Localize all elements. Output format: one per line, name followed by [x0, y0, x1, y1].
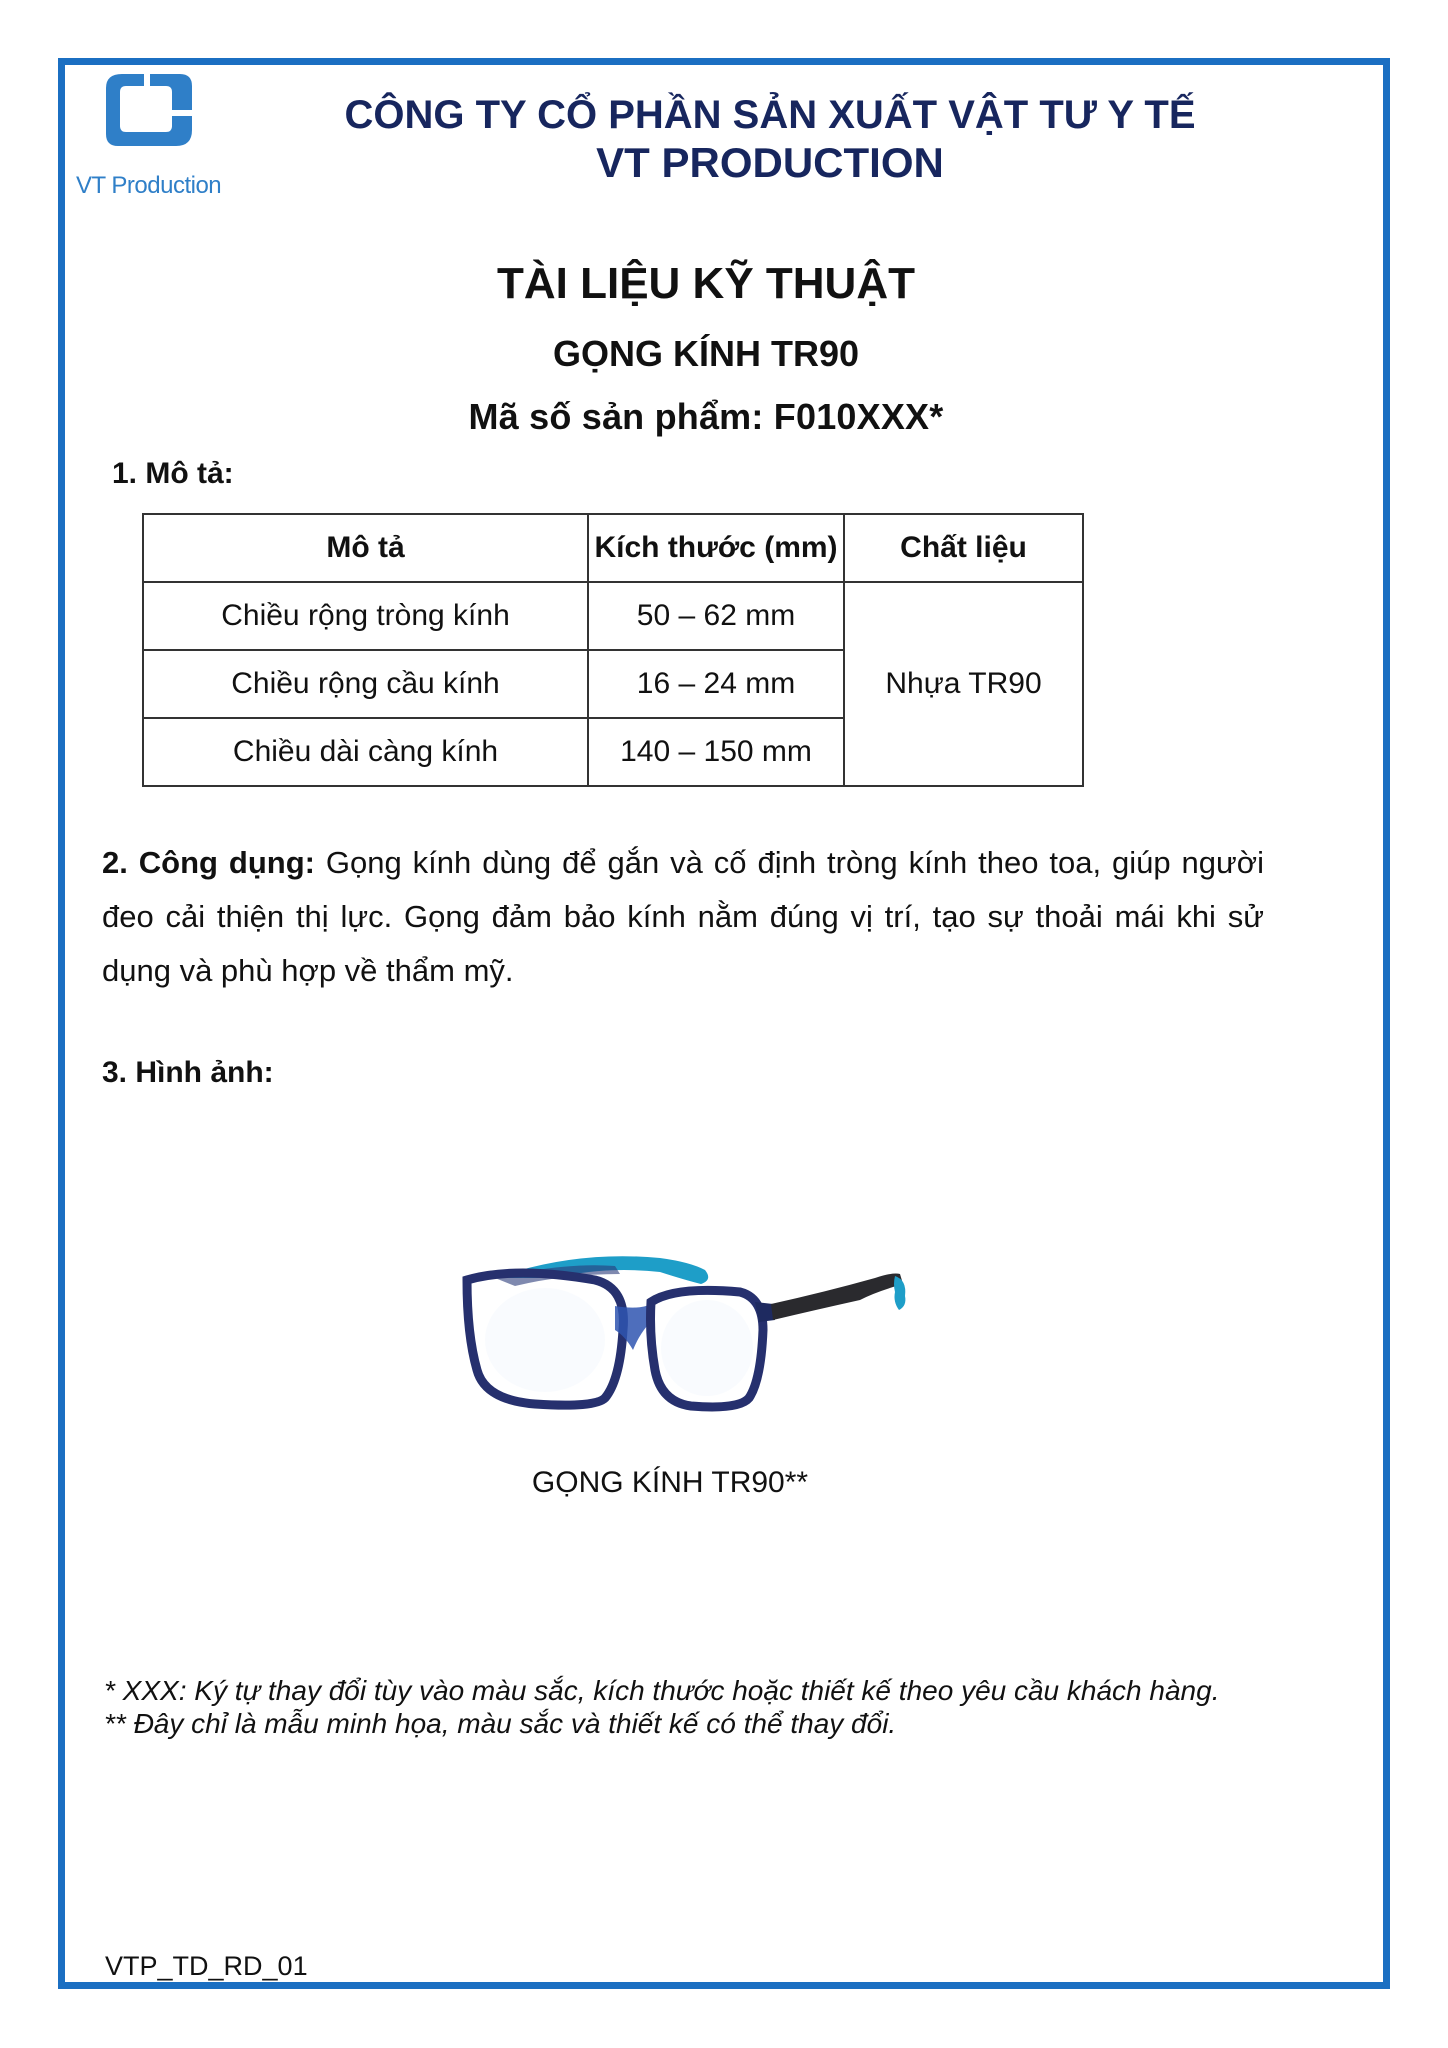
spec-table: [142, 513, 1084, 787]
cell-description: Chiều rộng tròng kính: [143, 582, 588, 650]
table-row: [143, 582, 1083, 650]
table-header-description: Mô tả: [143, 514, 588, 582]
vt-production-logo-icon: [104, 72, 194, 148]
table-header-size: Kích thước (mm): [588, 514, 844, 582]
section2-heading: 2. Công dụng:: [102, 845, 315, 880]
eyeglasses-image: [455, 1240, 915, 1415]
cell-description: Chiều dài càng kính: [143, 718, 588, 786]
table-header-material: Chất liệu: [844, 514, 1083, 582]
section3-heading: 3. Hình ảnh:: [102, 1056, 274, 1089]
product-title: GỌNG KÍNH TR90: [552, 333, 860, 374]
table-header-row: [143, 514, 1083, 582]
footnote-2: ** Đây chỉ là mẫu minh họa, màu sắc và thiết kế có thể thay đổi.: [104, 1708, 897, 1739]
document-code: VTP_TD_RD_01: [105, 1951, 308, 1981]
cell-size: 16 – 24 mm: [588, 650, 844, 718]
cell-material: Nhựa TR90: [844, 582, 1083, 786]
cell-description: Chiều rộng cầu kính: [143, 650, 588, 718]
company-name-line1: CÔNG TY CỔ PHẦN SẢN XUẤT VẬT TƯ Y TẾ: [344, 93, 1196, 137]
logo-text: VT Production: [76, 172, 222, 199]
image-caption: GỌNG KÍNH TR90**: [531, 1466, 809, 1499]
product-code: Mã số sản phẩm: F010XXX*: [468, 396, 944, 437]
section2-paragraph: [102, 836, 1264, 998]
footnote-1: * XXX: Ký tự thay đổi tùy vào màu sắc, kích thước hoặc thiết kế theo yêu cầu khách hàng.: [104, 1675, 1220, 1706]
cell-size: 50 – 62 mm: [588, 582, 844, 650]
section1-heading: 1. Mô tả:: [112, 457, 234, 490]
cell-size: 140 – 150 mm: [588, 718, 844, 786]
document-title: TÀI LIỆU KỸ THUẬT: [497, 259, 915, 308]
section2-text: Gọng kính dùng để gắn và cố định tròng kính theo toa, giúp người đeo cải thiện thị lực. Gọng đảm bảo kính nằm đúng vị trí, tạo sự thoải mái khi sử dụng và phù hợp về thẩm mỹ.: [102, 845, 1265, 988]
company-name-line2: VT PRODUCTION: [596, 139, 944, 186]
